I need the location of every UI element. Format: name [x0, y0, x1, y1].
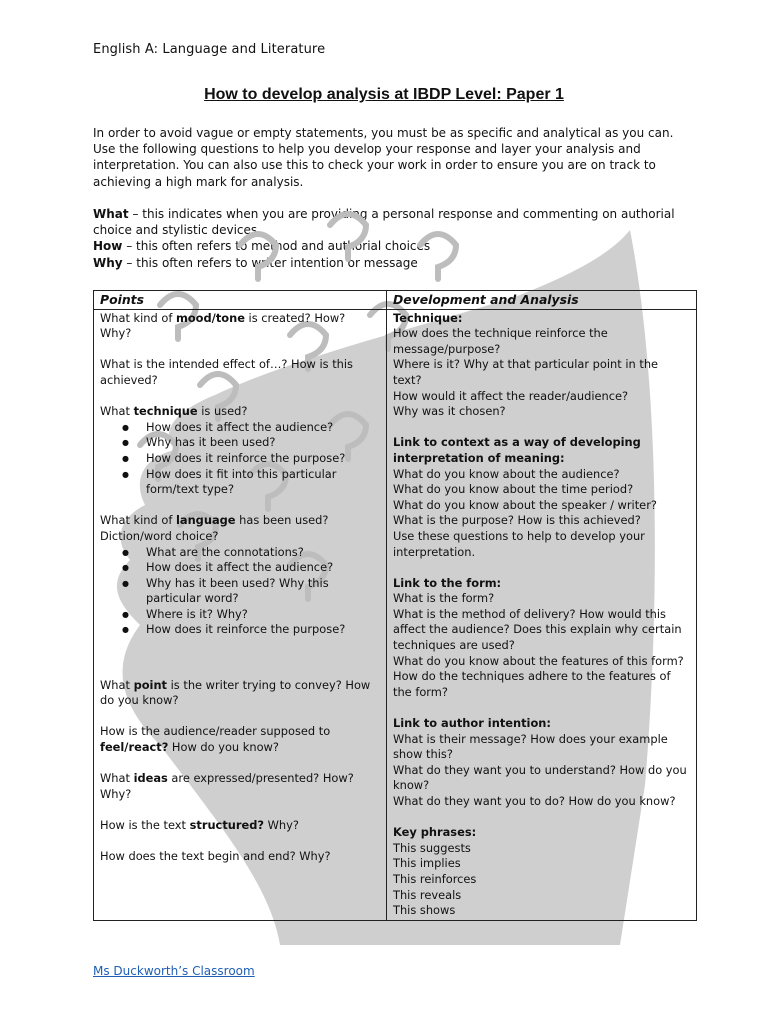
list-item: What do you know about the speaker / writer?: [393, 497, 657, 512]
list-item: Why was it chosen?: [393, 404, 506, 419]
list-item: What do they want you to understand? How do you know?: [393, 762, 687, 793]
list-item: ● What are the connotations?: [146, 545, 380, 561]
list-item: How do the techniques adhere to the features of the form?: [393, 669, 671, 699]
document-title: How to develop analysis at IBDP Level: Paper 1: [204, 86, 564, 103]
technique-bullet-list: [100, 420, 380, 498]
list-item: What do you know about the audience?: [393, 466, 620, 481]
list-item: What do you know about the time period?: [393, 482, 634, 497]
list-item: Use these questions to help to develop your interpretation.: [393, 528, 645, 559]
question-feel: How is the audience/reader supposed to feel/react? How do you know?: [100, 724, 331, 755]
question-ideas: What ideas are expressed/presented? How? Why?: [100, 771, 354, 801]
technique-heading: Technique:: [393, 310, 463, 325]
list-item: ● How does it affect the audience?: [146, 560, 380, 576]
key-phrase: This reveals: [393, 887, 462, 902]
classroom-footer-link[interactable]: Ms Duckworth’s Classroom: [93, 964, 255, 978]
list-item: What is the method of delivery? How would this affect the audience? Does this explain why certain techniques are used?: [393, 606, 682, 653]
language-bullet-list: [100, 545, 380, 639]
question-structure: How is the text structured? Why?: [100, 818, 299, 832]
analysis-table: [93, 290, 697, 921]
list-item: ● Why has it been used?: [146, 435, 380, 451]
list-item: ● How does it affect the audience?: [146, 420, 380, 436]
course-header: English A: Language and Literature: [93, 42, 326, 57]
definition-why: Why – this often refers to writer intention or message: [93, 255, 418, 270]
key-phrase: This implies: [393, 856, 461, 871]
list-item: How would it affect the reader/audience?: [393, 388, 629, 403]
definition-how: How – this often refers to method and authorial choices: [93, 239, 431, 254]
table-body-row: [94, 309, 697, 920]
form-heading: Link to the form:: [393, 575, 502, 590]
list-item: ● How does it reinforce the purpose?: [146, 622, 380, 638]
question-mood: What kind of mood/tone is created? How? Why?: [100, 310, 346, 341]
key-phrase: This shows: [393, 903, 456, 918]
list-item: What is the form?: [393, 591, 495, 606]
question-diction: Diction/word choice?: [100, 528, 219, 543]
list-item: How does the technique reinforce the message/purpose?: [393, 326, 608, 356]
question-language: What kind of language has been used?: [100, 513, 329, 528]
key-phrase: This suggests: [393, 840, 471, 855]
key-phrase: This reinforces: [393, 871, 477, 886]
list-item: Where is it? Why at that particular point in the text?: [393, 357, 659, 387]
list-item: ● Where is it? Why?: [146, 607, 380, 623]
question-point: What point is the writer trying to convey? How do you know?: [100, 677, 371, 708]
list-item: What is their message? How does your example show this?: [393, 731, 668, 762]
context-heading: Link to context as a way of developing interpretation of meaning:: [393, 435, 641, 465]
question-technique: What technique is used?: [100, 404, 248, 419]
column-header-development: Development and Analysis: [387, 291, 697, 310]
list-item: What do you know about the features of this form?: [393, 653, 684, 668]
list-item: What do they want you to do? How do you know?: [393, 794, 676, 808]
list-item: ● How does it fit into this particular form/text type?: [146, 467, 380, 498]
list-item: ● Why has it been used? Why this particular word?: [146, 576, 380, 607]
definition-what: What – this indicates when you are providing a personal response and commenting on authorial choice and stylistic devices: [93, 207, 675, 238]
key-phrases-heading: Key phrases:: [393, 825, 477, 840]
table-header-row: [94, 291, 697, 310]
development-cell: [387, 309, 697, 920]
column-header-points: Points: [94, 291, 387, 310]
points-cell: [94, 309, 387, 920]
author-intention-heading: Link to author intention:: [393, 716, 551, 731]
question-begin-end: How does the text begin and end? Why?: [100, 849, 331, 864]
list-item: ● How does it reinforce the purpose?: [146, 451, 380, 467]
intro-paragraph: In order to avoid vague or empty statements, you must be as specific and analytical as you can. Use the following questions to help you develop your response and layer your analysis and interpretation. You can also use this to check your work in order to ensure you are on track to achieving a high mark for analysis.: [93, 126, 674, 189]
question-effect: What is the intended effect of…? How is this achieved?: [100, 357, 353, 387]
list-item: What is the purpose? How is this achieved?: [393, 513, 641, 528]
